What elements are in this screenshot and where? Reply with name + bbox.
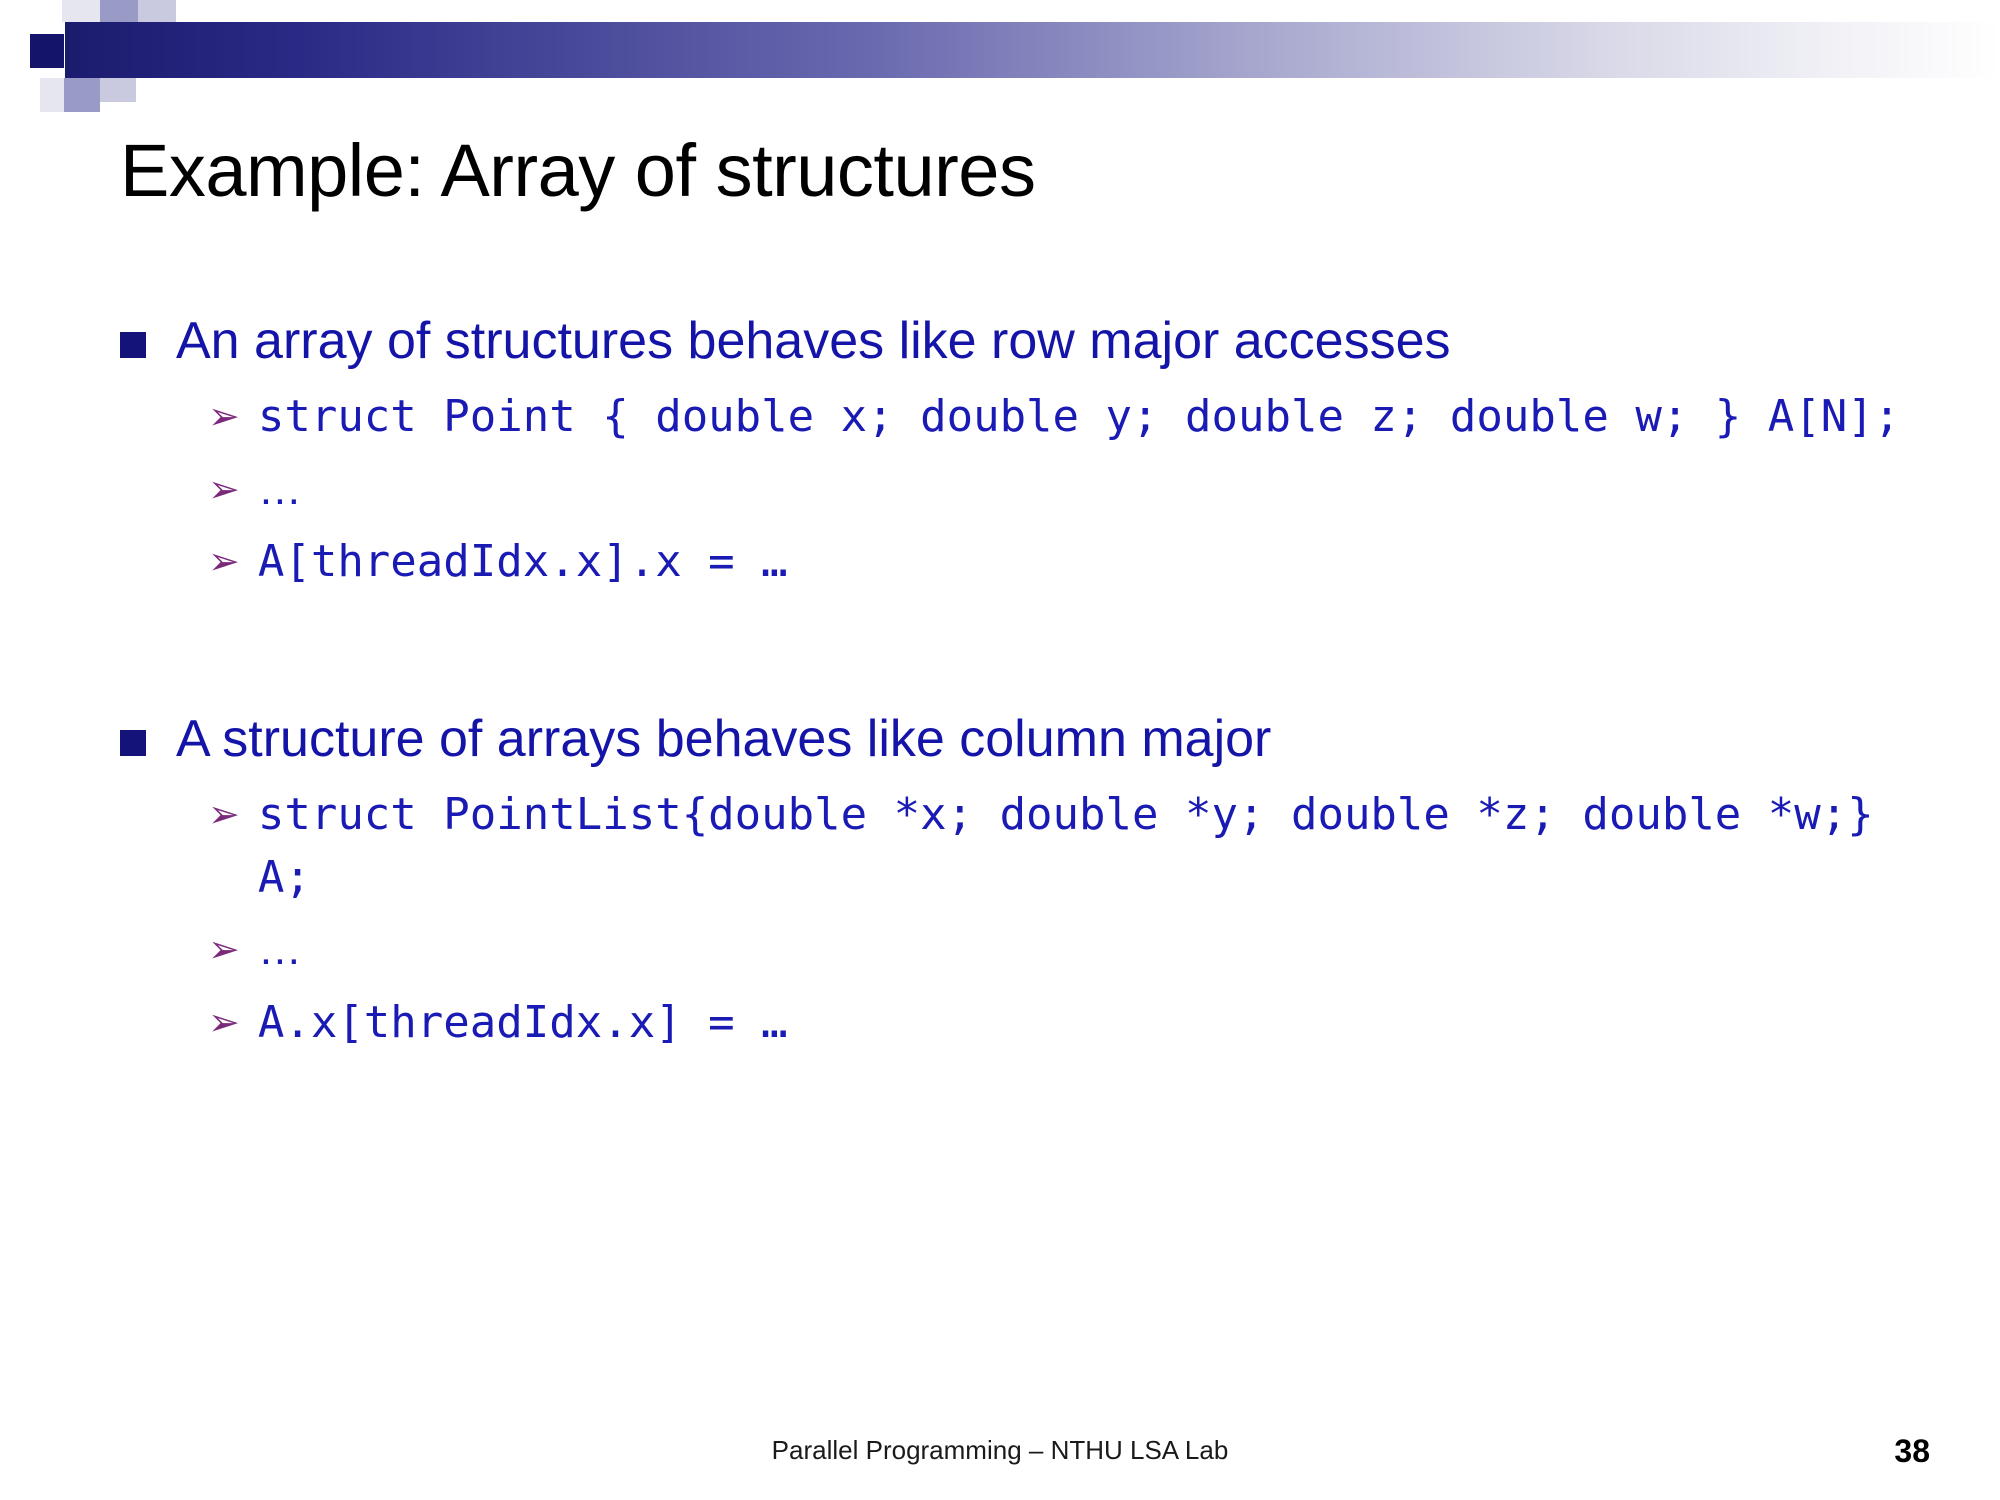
deco-square [40,78,64,112]
bullet-level1 [120,310,1920,372]
ellipsis-line: … [257,464,302,514]
bullet-level2 [208,531,1920,593]
code-line: A[threadIdx.x].x = … [257,536,788,588]
arrow-bullet-icon: ➢ [208,468,240,511]
arrow-bullet-icon: ➢ [208,541,240,584]
page-title: Example: Array of structures [120,129,1036,212]
block-spacer [120,604,1920,708]
square-bullet-icon [120,730,146,756]
ellipsis-line: … [257,925,302,975]
code-line: struct Point { double x; double y; double z; double w; } A[N]; [257,391,1901,443]
slide-body [120,310,1920,1064]
bullet-level1 [120,708,1920,770]
bullet-level2 [208,459,1920,521]
arrow-bullet-icon: ➢ [208,929,240,972]
page-number: 38 [1894,1433,1930,1469]
bullet-level2 [208,386,1920,448]
bullet-level2 [208,784,1920,909]
deco-square [100,78,136,102]
arrow-bullet-icon: ➢ [208,1001,240,1044]
header-gradient-bar [65,22,2000,78]
deco-square [100,0,138,22]
bullet-level2 [208,919,1920,981]
code-line: struct PointList{double *x; double *y; double *z; double *w;} A; [257,789,1901,903]
slide-footer [0,1435,2000,1466]
arrow-bullet-icon: ➢ [208,396,240,439]
bullet-level1-label: A structure of arrays behaves like column major [176,709,1272,768]
deco-square [138,0,176,22]
bullet-level2 [208,992,1920,1054]
square-bullet-icon [120,332,146,358]
slide-header-decoration [0,0,2000,130]
deco-square [64,78,100,112]
arrow-bullet-icon: ➢ [208,794,240,837]
deco-square-dark [30,34,64,68]
code-line: A.x[threadIdx.x] = … [257,996,788,1048]
bullet-level1-label: An array of structures behaves like row major accesses [176,312,1451,370]
deco-square [62,0,100,22]
footer-text: Parallel Programming – NTHU LSA Lab [771,1435,1229,1465]
